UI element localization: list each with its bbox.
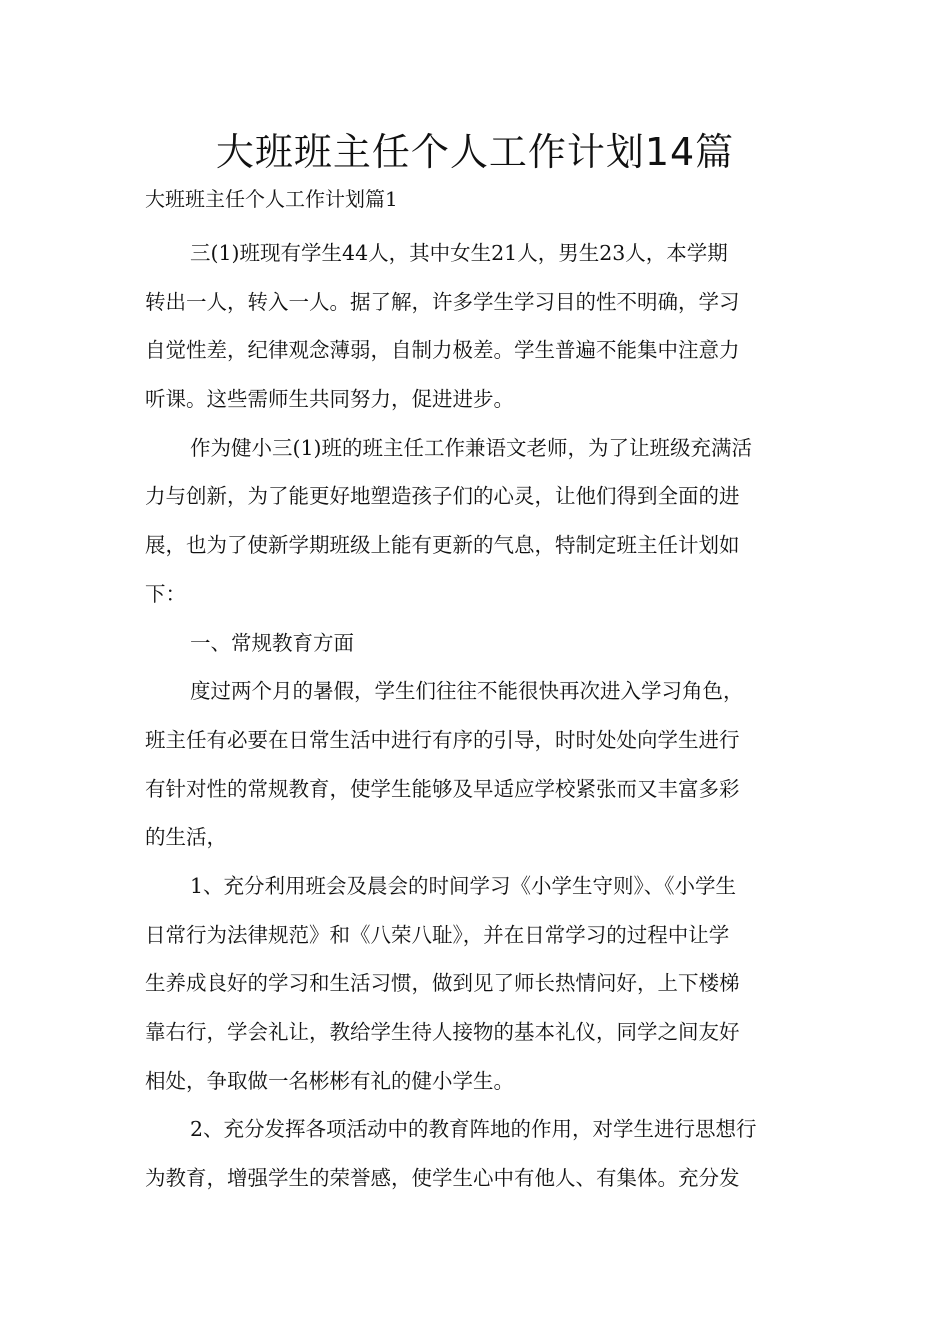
paragraph-line: 靠右行，学会礼让，教给学生待人接物的基本礼仪，同学之间友好	[145, 1020, 740, 1044]
paragraph-line: 有针对性的常规教育，使学生能够及早适应学校紧张而又丰富多彩	[145, 776, 740, 801]
paragraph-line: 转出一人，转入一人。据了解，许多学生学习目的性不明确，学习	[145, 289, 740, 314]
document-body	[145, 229, 810, 1203]
paragraph-line: 自觉性差，纪律观念薄弱，自制力极差。学生普遍不能集中注意力	[145, 338, 740, 363]
paragraph-line: 1、充分利用班会及晨会的时间学习《小学生守则》、《小学生	[190, 873, 737, 898]
paragraph-line: 相处，争取做一名彬彬有礼的健小学生。	[145, 1068, 514, 1093]
paragraph-line: 下：	[145, 581, 186, 606]
paragraph-line: 一、常规教育方面	[190, 630, 354, 655]
paragraph-line: 作为健小三(1)班的班主任工作兼语文老师，为了让班级充满活	[190, 435, 753, 460]
paragraph-line: 2、充分发挥各项活动中的教育阵地的作用，对学生进行思想行	[190, 1117, 757, 1142]
paragraph-line: 听课。这些需师生共同努力，促进进步。	[145, 387, 514, 412]
document-title: 大班班主任个人工作计划14篇	[215, 130, 735, 174]
paragraph-line: 班主任有必要在日常生活中进行有序的引导，时时处处向学生进行	[145, 727, 740, 752]
paragraph-line: 展，也为了使新学期班级上能有更新的气息，特制定班主任计划如	[145, 533, 740, 558]
paragraph-line: 三(1)班现有学生44人，其中女生21人，男生23人，本学期	[190, 241, 728, 265]
section-heading: 大班班主任个人工作计划篇1	[145, 187, 398, 211]
paragraph-line: 生养成良好的学习和生活习惯，做到见了师长热情问好，上下楼梯	[145, 971, 740, 996]
paragraph-line: 度过两个月的暑假，学生们往往不能很快再次进入学习角色，	[190, 679, 744, 704]
paragraph-line: 为教育，增强学生的荣誉感，使学生心中有他人、有集体。充分发	[145, 1166, 740, 1191]
paragraph-line: 日常行为法律规范》和《八荣八耻》，并在日常学习的过程中让学	[145, 922, 730, 947]
paragraph-line: 力与创新，为了能更好地塑造孩子们的心灵，让他们得到全面的进	[145, 484, 740, 509]
paragraph-line: 的生活，	[145, 825, 227, 850]
